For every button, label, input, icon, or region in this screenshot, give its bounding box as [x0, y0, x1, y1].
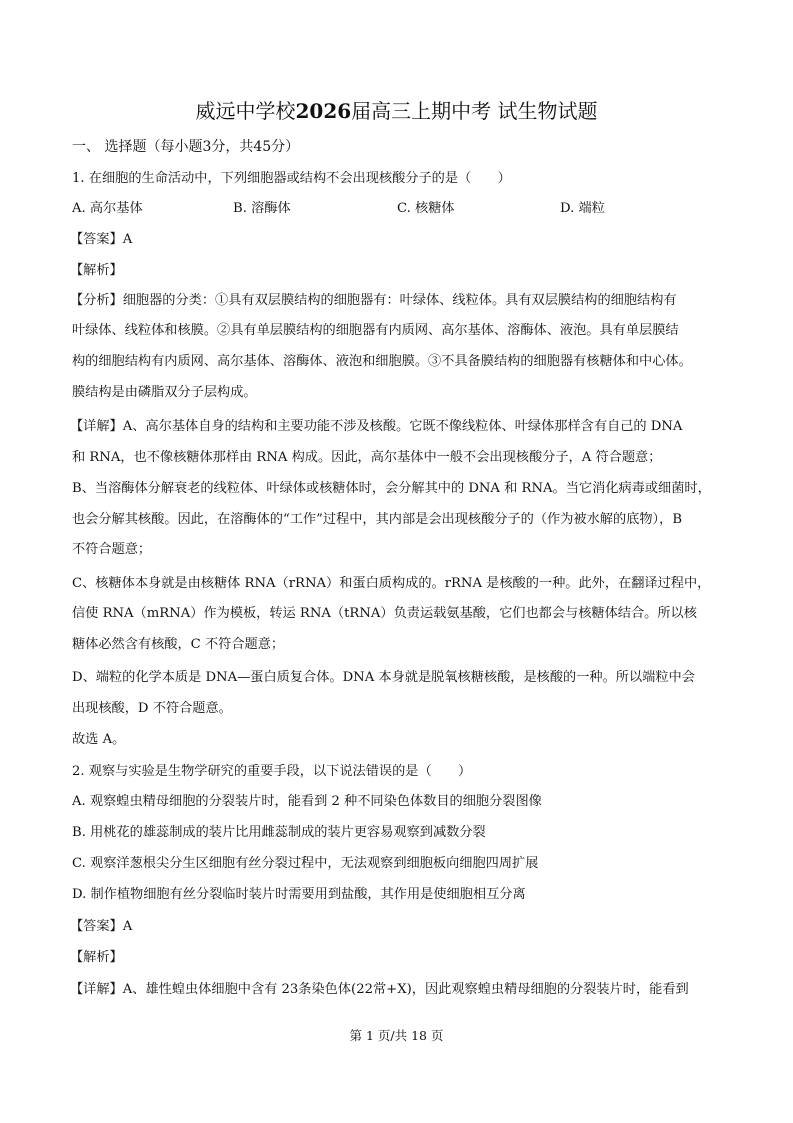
q1-detail-line: 出现核酸，D 不符合题意。: [72, 701, 232, 716]
q1-detail-line: C、核糖体本身就是由核糖体 RNA（rRNA）和蛋白质构成的。rRNA 是核酸的一种。此外，在翻译过程中，: [72, 576, 711, 591]
q1-detail-line: 糖体必然含有核酸，C 不符合题意；: [72, 637, 285, 652]
q1-detail-line: 也会分解其核酸。因此，在溶酶体的“工作”过程中，其内部是会出现核酸分子的（作为被水解的底物），B: [72, 512, 683, 527]
q2-answer: 【答案】A: [70, 919, 133, 934]
q1-answer: 【答案】A: [70, 232, 133, 247]
section-heading: 一、 选择题（每小题3分，共45分）: [72, 139, 300, 155]
q1-option-c: C. 核糖体: [397, 201, 455, 216]
q2-option-a: A. 观察蝗虫精母细胞的分裂装片时，能看到 2 种不同染色体数目的细胞分裂图像: [72, 794, 542, 809]
q1-fenxi-line: 构的细胞结构有内质网、高尔基体、溶酶体、液泡和细胞膜。③不具备膜结构的细胞器有核糖体和中心体。: [72, 354, 692, 369]
title-school: 威远中学校: [195, 99, 296, 123]
q2-analysis-label: 【解析】: [70, 950, 123, 965]
q1-fenxi-line: 叶绿体、线粒体和核膜。②具有单层膜结构的细胞器有内质网、高尔基体、溶酶体、液泡。具有单层膜结: [72, 323, 679, 338]
q1-detail-line: D、端粒的化学本质是 DNA—蛋白质复合体。DNA 本身就是脱氧核糖核酸，是核酸的一种。所以端粒中会: [72, 670, 695, 685]
q2-detail-line: 【详解】A、雄性蝗虫体细胞中含有 23条染色体(22常+X)，因此观察蝗虫精母细胞的分裂装片时，能看到: [70, 982, 689, 997]
q1-fenxi-line: 【分析】细胞器的分类：①具有双层膜结构的细胞器有：叶绿体、线粒体。具有双层膜结构的细胞结构有: [70, 293, 677, 308]
q1-fenxi-line: 膜结构是由磷脂双分子层构成。: [72, 385, 257, 400]
q2-option-b: B. 用桃花的雄蕊制成的装片比用雌蕊制成的装片更容易观察到减数分裂: [72, 825, 486, 840]
q1-detail-line: 和 RNA，也不像核糖体那样由 RNA 构成。因此，高尔基体中一般不会出现核酸分子，A 符合题意；: [72, 450, 662, 465]
q1-option-d: D. 端粒: [560, 201, 605, 216]
q1-option-b: B. 溶酶体: [233, 201, 291, 216]
q1-analysis-label: 【解析】: [70, 263, 123, 278]
title-year: 2026: [295, 99, 352, 123]
title-rest: 届高三上期中考 试生物试题: [351, 99, 598, 123]
q1-conclusion: 故选 A。: [72, 732, 126, 747]
page-title: [0, 98, 793, 124]
q1-detail-line: 信使 RNA（mRNA）作为模板，转运 RNA（tRNA）负责运载氨基酸，它们也都会与核糖体结合。所以核: [72, 606, 697, 621]
q2-option-c: C. 观察洋葱根尖分生区细胞有丝分裂过程中，无法观察到细胞板向细胞四周扩展: [72, 856, 539, 871]
q2-option-d: D. 制作植物细胞有丝分裂临时装片时需要用到盐酸，其作用是使细胞相互分离: [72, 887, 526, 902]
page-footer: 第 1 页/共 18 页: [349, 1028, 444, 1043]
q1-option-a: A. 高尔基体: [72, 201, 143, 216]
q1-detail-line: 不符合题意；: [72, 542, 152, 557]
q1-detail-line: B、当溶酶体分解衰老的线粒体、叶绿体或核糖体时，会分解其中的 DNA 和 RNA。当它消化病毒或细菌时，: [72, 481, 711, 496]
q1-detail-line: 【详解】A、高尔基体自身的结构和主要功能不涉及核酸。它既不像线粒体、叶绿体那样含有自己的 DNA: [70, 419, 683, 434]
q2-stem: 2. 观察与实验是生物学研究的重要手段，以下说法错误的是（ ）: [72, 764, 472, 779]
q1-stem: 1. 在细胞的生命活动中，下列细胞器或结构不会出现核酸分子的是（ ）: [72, 171, 511, 186]
